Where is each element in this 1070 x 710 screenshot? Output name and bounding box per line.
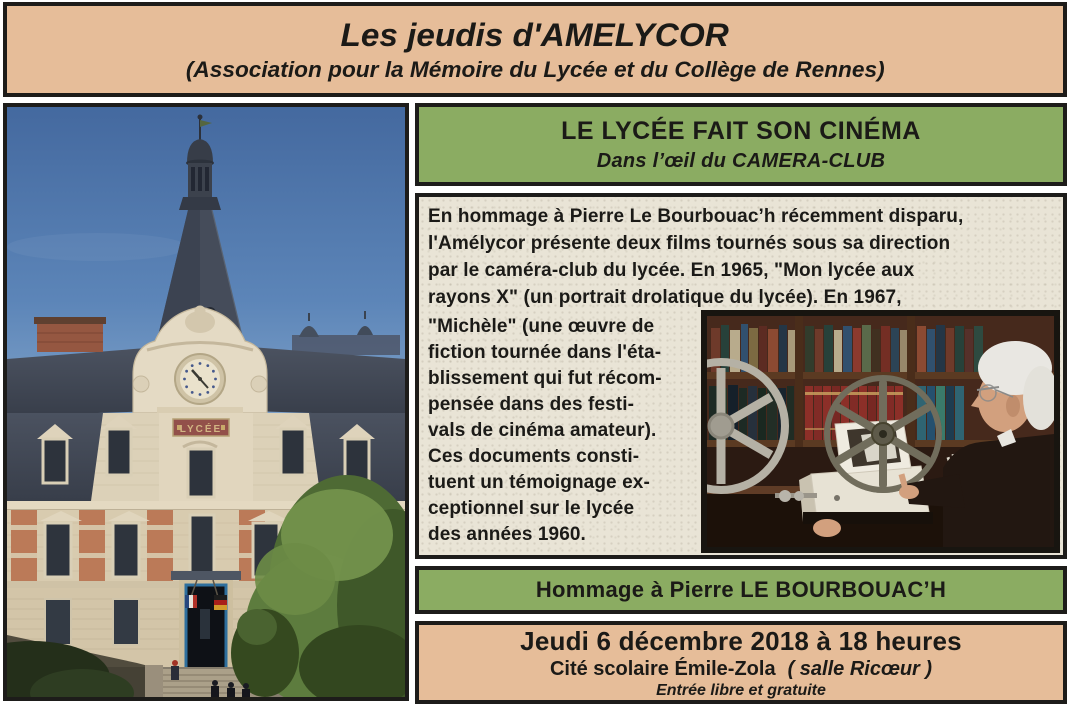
article-line: l'Amélycor présente deux films tournés sous sa direction <box>428 233 951 254</box>
bookshelf-top <box>711 324 983 372</box>
event-datetime: Jeudi 6 décembre 2018 à 18 heures <box>520 625 962 656</box>
banner-title: Les jeudis d'AMELYCOR <box>340 16 730 53</box>
event-room: ( salle Ricœur ) <box>787 657 933 680</box>
poster <box>0 2 1070 710</box>
content-row <box>3 103 1067 704</box>
article-line: blissement qui fut récom- <box>428 368 662 389</box>
article-line: Ces documents consti- <box>428 446 640 467</box>
article <box>415 193 1067 559</box>
tribute-banner <box>415 566 1067 614</box>
entrance <box>171 571 241 672</box>
article-line: pensée dans des festi- <box>428 394 634 415</box>
article-line: fiction tournée dans l'éta- <box>428 342 662 363</box>
event-venue: Cité scolaire Émile-Zola <box>549 657 776 680</box>
film-title: LE LYCÉE FAIT SON CINÉMA <box>561 116 921 145</box>
article-line: ceptionnel sur le lycée <box>428 498 635 519</box>
banner-subtitle: (Association pour la Mémoire du Lycée et du Collège de Rennes) <box>185 56 885 82</box>
article-narrow-text <box>419 311 696 548</box>
building-sign-text: LYCÉE <box>179 424 223 435</box>
chimney <box>37 324 103 352</box>
right-column <box>415 103 1067 704</box>
article-line: En hommage à Pierre Le Bourbouac’h récemment disparu, <box>428 206 964 227</box>
article-fullwidth-text <box>419 197 1063 311</box>
building-photo <box>3 103 409 701</box>
film-subtitle: Dans l’œil du CAMERA-CLUB <box>596 149 886 172</box>
event-details <box>415 621 1067 704</box>
article-line: "Michèle" (une œuvre de <box>428 316 655 337</box>
article-line: par le caméra-club du lycée. En 1965, "Mon lycée aux <box>428 260 915 281</box>
article-line: vals de cinéma amateur). <box>428 420 657 441</box>
right-roof <box>251 347 405 416</box>
banner <box>3 2 1067 97</box>
tribute-label: Hommage à Pierre LE BOURBOUAC’H <box>535 577 947 602</box>
film-editing-photo <box>701 310 1060 553</box>
film-editing-art <box>707 316 1054 547</box>
chimney-cap <box>34 317 106 324</box>
article-line: tuent un témoignage ex- <box>428 472 650 493</box>
article-line: rayons X" (un portrait drolatique du lycée). En 1967, <box>428 287 902 308</box>
event-venue-line <box>550 658 932 681</box>
event-admission: Entrée libre et gratuite <box>656 681 826 699</box>
film-header <box>415 103 1067 186</box>
building-photo-art <box>7 107 405 697</box>
article-line: des années 1960. <box>428 524 586 545</box>
